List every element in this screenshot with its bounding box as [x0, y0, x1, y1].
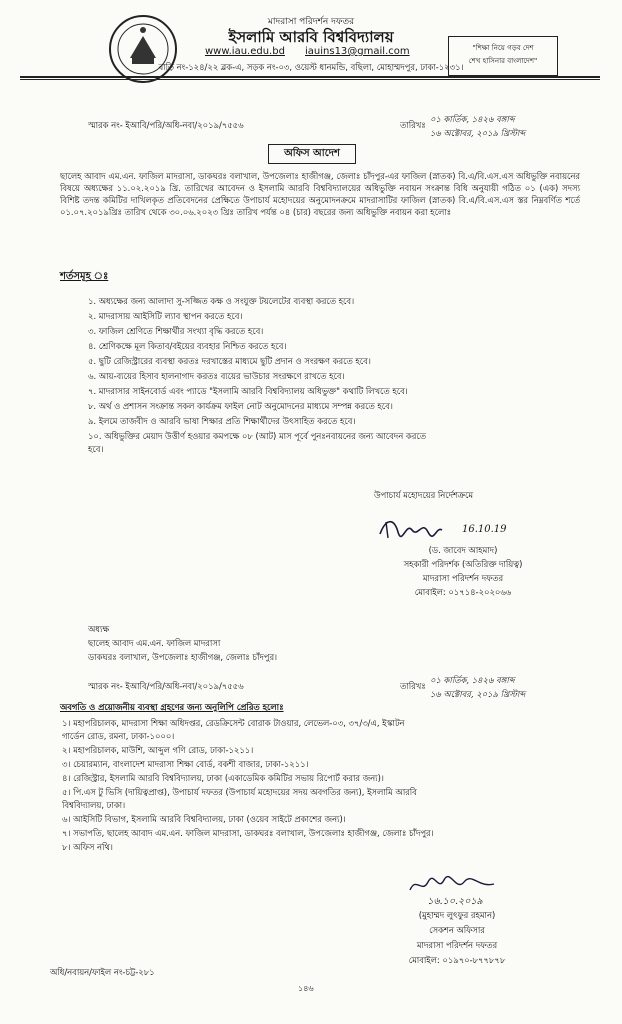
copy-item: ৬। আইসিটি বিভাগ, ইসলামি আরবি বিশ্ববিদ্যালয়, ঢাকা (ওয়েব সাইটে প্রকাশের জন্য)। [62, 814, 346, 824]
slogan-line: শেখ হাসিনার বাংলাদেশ" [468, 57, 538, 65]
date-label: তারিখঃ [400, 681, 426, 691]
department-name: মাদরাসা পরিদর্শন দফতর [267, 17, 355, 27]
recipient-line: ছালেহ আবাদ এম.এন. ফাজিল মাদরাসা [88, 638, 221, 648]
copy-item: ৮। অফিস নথি। [62, 842, 113, 852]
signatory-office: মাদরাসা পরিদর্শন দফতর [422, 573, 504, 583]
copy-item: গার্ডেন রোড, রমনা, ঢাকা-১০০০। [62, 731, 175, 741]
condition-item: ৮. অর্থ ও প্রশাসন সংক্রান্ত সকল কার্যক্রম ফাইল নোট অনুমোদনের মাধ্যমে সম্পন্ন করতে হবে। [88, 401, 393, 411]
email-link[interactable]: iauins13@gmail.com [305, 46, 410, 57]
copy-item: ৭। সভাপতি, ছালেহ আবাদ এম.এন. ফাজিল মাদরাসা, ডাকঘরঃ বলাখাল, উপজেলাঃ হাজীগঞ্জ, জেলাঃ চাঁদপুর। [62, 828, 434, 838]
condition-item: ৭. মাদরাসার সাইনবোর্ড এবং প্যাডে "ইসলামি আরবি বিশ্ববিদ্যালয় অধিভুক্ত" কথাটি লিখতে হবে। [88, 386, 408, 396]
date-bangla: ০১ কার্তিক, ১৪২৬ বঙ্গাব্দ [430, 114, 515, 124]
header-divider [20, 76, 600, 78]
recipient-line: ডাকঘরঃ বলাখাল, উপজেলাঃ হাজীগঞ্জ, জেলাঃ চাঁদপুর। [88, 652, 278, 662]
copy-item: ৩। চেয়ারম্যান, বাংলাদেশ মাদরাসা শিক্ষা বোর্ড, বকশী বাজার, ঢাকা-১২১১। [62, 759, 309, 769]
condition-item: হবে। [88, 444, 104, 454]
condition-item: ২. মাদরাসায় আইসিটি ল্যাব স্থাপন করতে হবে। [88, 311, 243, 321]
condition-item: ৩. ফাজিল শ্রেণিতে শিক্ষার্থীর সংখ্যা বৃদ্ধি করতে হবে। [88, 326, 264, 336]
officer-name: (মুহাম্মদ লুৎফুর রহমান) [418, 910, 496, 920]
date-label: তারিখঃ [400, 120, 426, 130]
condition-item: ৯. ইলমে তাজবীদ ও আরবি ভাষা শিক্ষার প্রতি শিক্ষার্থীদের উৎসাহিত করতে হবে। [88, 416, 356, 426]
signature-date: ১৬.১০.২০১৯ [427, 896, 483, 907]
officer-office: মাদরাসা পরিদর্শন দফতর [416, 940, 498, 950]
order-title: অফিস আদেশ [268, 144, 356, 164]
slogan-box [448, 36, 558, 76]
header-divider-thin [20, 79, 600, 80]
copies-title: অবগতি ও প্রয়োজনীয় ব্যবস্থা গ্রহণের জন্য অনুলিপি প্রেরিত হলোঃ [60, 702, 284, 712]
instruction-line: উপাচার্য মহোদয়ের নির্দেশক্রমে [374, 490, 474, 500]
slogan-line: "শিক্ষা নিয়ে গড়ব দেশ [472, 44, 534, 52]
office-address: বাড়ি নং-১২৪/২২ ব্লক-এ, সড়ক নং-০৩, ওয়েস্ট ধানমন্ডি, বছিলা, মোহাম্মদপুর, ঢাকা-১২৩১। [158, 62, 464, 72]
copy-item: ৫। পি.এস টু ভিসি (দায়িত্বপ্রাপ্ত), উপাচার্য দফতর (উপাচার্য মহোদয়ের সদয় অবগতির জন্য), ইসলামি আরবি [62, 787, 417, 797]
conditions-title: শর্তসমূহ ঃ [60, 271, 109, 282]
officer-designation: সেকশন অফিসার [429, 925, 485, 935]
copy-item: ১। মহাপরিচালক, মাদরাসা শিক্ষা অধিদপ্তর, রেডক্রিসেন্ট বোরাক টাওয়ার, লেভেল-০৩, ৩৭/৩/এ, ইস্কাটন [62, 718, 405, 728]
date-bangla: ০১ কার্তিক, ১৪২৬ বঙ্গাব্দ [430, 675, 515, 685]
copy-item: বিশ্ববিদ্যালয়, ঢাকা। [62, 800, 126, 810]
page-number: ১৪৬ [298, 984, 314, 993]
memo-reference: স্মারক নং- ইআবি/পরি/অধি-নবা/২০১৯/৭৫৫৬ [88, 681, 244, 691]
signature-date: 16.10.19 [462, 524, 507, 535]
condition-item: ১০. অধিভুক্তির মেয়াদ উত্তীর্ণ হওয়ার কমপক্ষে ০৮ (আট) মাস পূর্বে পুনঃনবায়নের জন্য আবেদন করতে [88, 431, 426, 441]
condition-item: ৪. শ্রেণিকক্ষে মূল কিতাব/বইয়ের ব্যবহার নিশ্চিত করতে হবে। [88, 341, 287, 351]
website-link[interactable]: www.iau.edu.bd [205, 46, 285, 57]
condition-item: ৫. ছুটি রেজিস্ট্রারের ব্যবস্থা করতঃ দরখাস্তের মাধ্যমে ছুটি প্রদান ও সংরক্ষণ করতে হবে। [88, 356, 371, 366]
date-english: ১৬ অক্টোবর, ২০১৯ খ্রিস্টাব্দ [430, 128, 526, 138]
copy-item: ২। মহাপরিচালক, মাউশি, আব্দুল গণি রোড, ঢাকা-১২১১। [62, 745, 254, 755]
file-number: অধি/নবায়ন/ফাইল নং-চট্ট-২৮১ [50, 967, 155, 977]
signatory-mobile: মোবাইল: ০১৭১৪-২০২০৬৬ [414, 587, 512, 597]
signatory-name: (ড. জাবেদ আহমাদ) [428, 545, 498, 555]
condition-item: ৬. আয়-ব্যয়ের হিসাব হালনাগাদ করতঃ ব্যয়ের ভাউচার সংরক্ষণে রাখতে হবে। [88, 371, 345, 381]
memo-reference: স্মারক নং- ইআবি/পরি/অধি-নবা/২০১৯/৭৫৫৬ [88, 120, 244, 130]
officer-mobile: মোবাইল: ০১৯৭০-৮৭৭৮৭৮ [408, 955, 506, 965]
date-english: ১৬ অক্টোবর, ২০১৯ খ্রিস্টাব্দ [430, 689, 526, 699]
copy-item: ৪। রেজিস্ট্রার, ইসলামি আরবি বিশ্ববিদ্যালয়, ঢাকা (একাডেমিক কমিটির সভায় রিপোর্ট করার জন্য)। [62, 773, 384, 783]
university-name: ইসলামি আরবি বিশ্ববিদ্যালয় [228, 28, 394, 46]
recipient-line: অধ্যক্ষ [88, 624, 110, 634]
order-paragraph: ছালেহ আবাদ এম.এন. ফাজিল মাদরাসা, ডাকঘরঃ বলাখাল, উপজেলাঃ হাজীগঞ্জ, জেলাঃ চাঁদপুর-এর ফাজিল (স্নাতক) বি.এ/বি.এস.এস অধিভুক্তি নবায়নের বিষয়ে অধ্যক্ষের ১১.০২.২০১৯ খ্রি. তারিখের আবেদন ও ইসলামি আরবি বিশ্ববিদ্যালয়ের অধিভুক্তি নবায়ন সংক্রান্ত বিধি অনুযায়ী গঠিত ০১ (এক) সদস্য বিশিষ্ট তদন্ত কমিটির দাখিলকৃত প্রতিবেদনের প্রেক্ষিতে উপাচার্য মহোদয়ের অনুমোদনক্রমে মাদরাসাটির ফাজিল (স্নাতক) বি.এ/বি.এস.এস স্তর নিম্নবর্ণিত শর্তে ০১.০৭.২০১৯খ্রিঃ তারিখ থেকে ৩০.০৬.২০২৩ খ্রিঃ তারিখ পর্যন্ত ০৪ (চার) বছরের জন্য অধিভুক্তি নবায়ন করা হলোঃ [60, 171, 580, 217]
condition-item: ১. অধ্যক্ষের জন্য আলাদা সু-সজ্জিত কক্ষ ও সংযুক্ত টয়লেটের ব্যবস্থা করতে হবে। [88, 296, 355, 306]
signature-image [408, 874, 498, 896]
signatory-designation: সহকারী পরিদর্শক (অতিরিক্ত দায়িত্ব) [403, 559, 523, 569]
